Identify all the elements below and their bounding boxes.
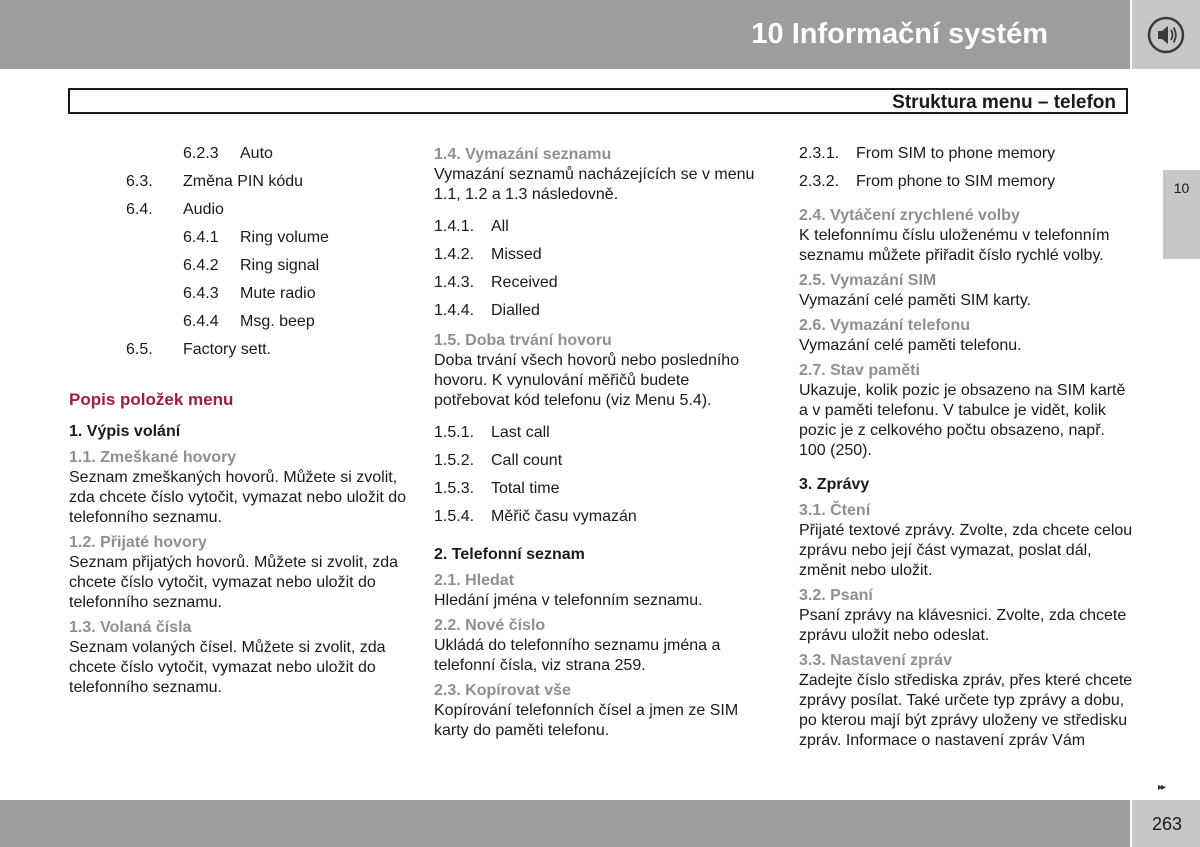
received-calls-text: Seznam přijatých hovorů. Můžete si zvolit, zda chcete číslo vytočit, vymazat nebo uložit do telefonního seznamu. (69, 554, 399, 611)
clear-sim-heading: 2.5. Vymazání SIM (799, 272, 937, 289)
list-item-number: 1.5.1. (434, 424, 475, 441)
section-title: Struktura menu – telefon (892, 92, 1116, 113)
clear-sim-text: Vymazání celé paměti SIM karty. (799, 292, 1032, 309)
search-heading: 2.1. Hledat (434, 572, 515, 589)
list-item (434, 475, 769, 503)
speaker-icon (1146, 15, 1186, 55)
footer-band (0, 800, 1130, 847)
new-number-text: Ukládá do telefonního seznamu jména a telefonní čísla, viz strana 259. (434, 637, 721, 674)
list-item-number: 6.4. (126, 201, 153, 218)
list-item-number: 1.5.4. (434, 508, 475, 525)
list-item-number: 6.2.3 (183, 145, 219, 162)
read-heading: 3.1. Čtení (799, 502, 871, 519)
list-item-label: From SIM to phone memory (856, 145, 1056, 162)
column-left (69, 140, 409, 698)
section-title-bar (68, 88, 1128, 114)
list-item (69, 308, 409, 336)
copy-all-heading: 2.3. Kopírovat vše (434, 682, 571, 699)
list-item-number: 1.5.3. (434, 480, 475, 497)
list-item-label: Dialled (491, 302, 540, 319)
list-item (434, 419, 769, 447)
list-item-number: 6.4.3 (183, 285, 219, 302)
clear-phone-text: Vymazání celé paměti telefonu. (799, 337, 1022, 354)
list-item-number: 1.5.2. (434, 452, 475, 469)
list-item (434, 447, 769, 475)
list-item-label: Měřič času vymazán (491, 508, 637, 525)
list-item-number: 6.4.2 (183, 257, 219, 274)
continue-arrows-icon: ▸▸ (1158, 782, 1165, 793)
list-item (69, 336, 409, 364)
list-item (799, 168, 1134, 196)
write-heading: 3.2. Psaní (799, 587, 873, 604)
missed-calls-text: Seznam zmeškaných hovorů. Můžete si zvolit, zda chcete číslo vytočit, vymazat nebo uložit do telefonního seznamu. (69, 469, 407, 526)
menu-structure-list (69, 140, 409, 364)
list-item (69, 168, 409, 196)
list-item (69, 252, 409, 280)
list-item (434, 269, 769, 297)
list-item-label: Změna PIN kódu (183, 173, 304, 190)
list-item (69, 280, 409, 308)
list-item-number: 1.4.3. (434, 274, 475, 291)
message-settings-text: Zadejte číslo střediska zpráv, přes které chcete zprávy posílat. Také určete typ zprávy a dobu, po kterou mají být zprávy uloženy ve středisku zpráv. Informace o nastavení zpráv Vám (799, 672, 1133, 749)
call-duration-heading: 1.5. Doba trvání hovoru (434, 332, 612, 349)
page-number-box (1132, 800, 1200, 847)
menu-description-heading: Popis položek menu (69, 390, 234, 409)
dialled-numbers-text: Seznam volaných čísel. Můžete si zvolit, zda chcete číslo vytočit, vymazat nebo uložit do telefonního seznamu. (69, 639, 386, 696)
list-item-label: Factory sett. (183, 341, 272, 358)
call-duration-options (434, 419, 769, 531)
chapter-title: 10 Informační systém (751, 18, 1048, 50)
column-right (799, 140, 1134, 751)
messages-heading: 3. Zprávy (799, 476, 870, 493)
list-item-label: Received (491, 274, 558, 291)
list-item-label: All (491, 218, 509, 235)
list-item-label: Mute radio (240, 285, 316, 302)
clear-list-options (434, 213, 769, 325)
clear-list-heading: 1.4. Vymazání seznamu (434, 146, 612, 163)
list-item-label: Last call (491, 424, 550, 441)
list-item-number: 6.5. (126, 341, 153, 358)
list-item (69, 224, 409, 252)
page-number: 263 (1151, 814, 1182, 834)
list-item-number: 6.4.1 (183, 229, 219, 246)
speed-dial-text: K telefonnímu číslu uloženému v telefonním seznamu můžete přiřadit číslo rychlé volby. (799, 227, 1110, 264)
speed-dial-heading: 2.4. Vytáčení zrychlené volby (799, 207, 1020, 224)
list-item-number: 1.4.1. (434, 218, 475, 235)
list-item (69, 140, 409, 168)
new-number-heading: 2.2. Nové číslo (434, 617, 546, 634)
chapter-tab-number: 10 (1173, 180, 1190, 196)
list-item (434, 297, 769, 325)
list-item (799, 140, 1134, 168)
memory-status-text: Ukazuje, kolik pozic je obsazeno na SIM kartě a v paměti telefonu. V tabulce je vidět, kolik pozic je z celkového počtu obsazeno, např. 100 (250). (799, 382, 1126, 459)
list-item (434, 503, 769, 531)
chapter-icon-box (1132, 0, 1200, 69)
clear-list-text: Vymazání seznamů nacházejících se v menu 1.1, 1.2 a 1.3 následovně. (434, 166, 755, 203)
list-item-number: 1.4.2. (434, 246, 475, 263)
message-settings-heading: 3.3. Nastavení zpráv (799, 652, 952, 669)
list-item-label: Msg. beep (240, 313, 315, 330)
list-item-number: 6.3. (126, 173, 153, 190)
list-item-label: Ring volume (240, 229, 329, 246)
column-middle (434, 140, 769, 741)
list-item-number: 1.4.4. (434, 302, 475, 319)
phonebook-heading: 2. Telefonní seznam (434, 546, 585, 563)
read-text: Přijaté textové zprávy. Zvolte, zda chcete celou zprávu nebo její část vymazat, poslat dál, změnit nebo uložit. (799, 522, 1133, 579)
memory-status-heading: 2.7. Stav paměti (799, 362, 920, 379)
clear-phone-heading: 2.6. Vymazání telefonu (799, 317, 971, 334)
list-item-label: Auto (240, 145, 273, 162)
list-item-label: From phone to SIM memory (856, 173, 1056, 190)
list-item-number: 2.3.2. (799, 173, 840, 190)
list-item-label: Total time (491, 480, 560, 497)
list-item-label: Ring signal (240, 257, 320, 274)
write-text: Psaní zprávy na klávesnici. Zvolte, zda chcete zprávu uložit nebo odeslat. (799, 607, 1127, 644)
search-text: Hledání jména v telefonním seznamu. (434, 592, 703, 609)
missed-calls-heading: 1.1. Zmeškané hovory (69, 449, 237, 466)
call-log-heading: 1. Výpis volání (69, 423, 181, 440)
list-item-number: 6.4.4 (183, 313, 219, 330)
received-calls-heading: 1.2. Přijaté hovory (69, 534, 207, 551)
list-item (69, 196, 409, 224)
call-duration-text: Doba trvání všech hovorů nebo posledního hovoru. K vynulování měřičů budete potřebovat kód telefonu (viz Menu 5.4). (434, 352, 740, 409)
list-item-label: Missed (491, 246, 542, 263)
list-item-number: 2.3.1. (799, 145, 840, 162)
list-item (434, 213, 769, 241)
copy-all-text: Kopírování telefonních čísel a jmen ze SIM karty do paměti telefonu. (434, 702, 739, 739)
chapter-header-band (0, 0, 1130, 69)
dialled-numbers-heading: 1.3. Volaná čísla (69, 619, 192, 636)
list-item-label: Call count (491, 452, 563, 469)
chapter-side-tab[interactable] (1163, 170, 1200, 259)
list-item (434, 241, 769, 269)
copy-options (799, 140, 1134, 196)
list-item-label: Audio (183, 201, 224, 218)
